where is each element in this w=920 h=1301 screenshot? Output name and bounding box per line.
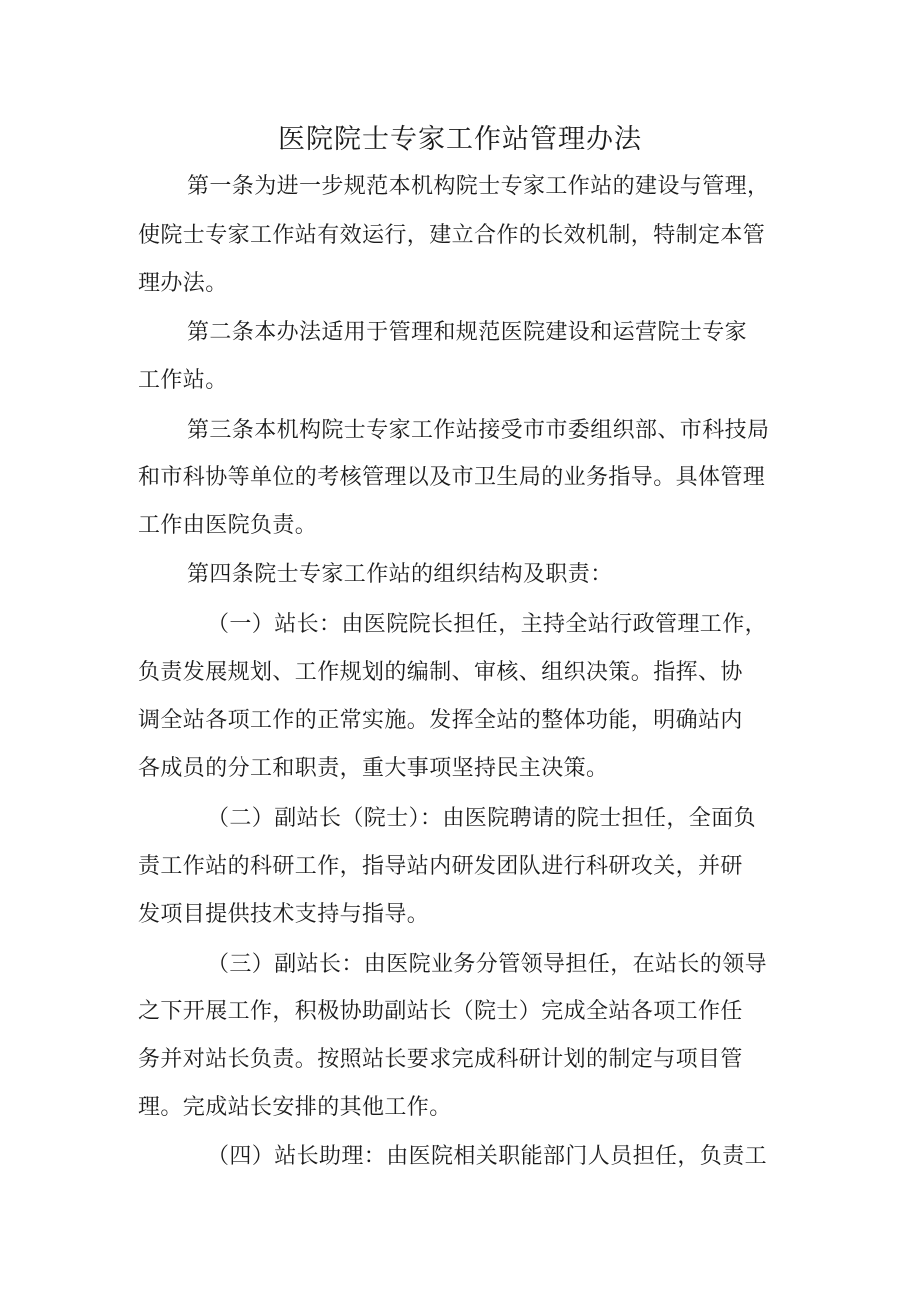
text-line: 之下开展工作，积极协助副站长（院士）完成全站各项工作任 [138, 999, 743, 1024]
text-line: 理。完成站长安排的其他工作。 [138, 1095, 452, 1120]
text-line: 调全站各项工作的正常实施。发挥全站的整体功能，明确站内 [138, 708, 743, 733]
text-line: 第一条为进一步规范本机构院士专家工作站的建设与管理， [187, 174, 770, 199]
text-line: 各成员的分工和职责，重大事项坚持民主决策。 [138, 756, 609, 781]
text-line: 使院士专家工作站有效运行，建立合作的长效机制，特制定本管 [138, 223, 766, 248]
text-line: 务并对站长负责。按照站长要求完成科研计划的制定与项目管 [138, 1047, 743, 1072]
text-line: 理办法。 [138, 271, 228, 296]
text-line: 工作站。 [138, 368, 228, 393]
text-line: （一）站长：由医院院长担任，主持全站行政管理工作， [207, 612, 768, 637]
text-line: 发项目提供技术支持与指导。 [138, 902, 430, 927]
text-line: （三）副站长：由医院业务分管领导担任，在站长的领导 [207, 952, 768, 977]
text-line: 第二条本办法适用于管理和规范医院建设和运营院士专家 [187, 320, 748, 345]
text-line: 责工作站的科研工作，指导站内研发团队进行科研攻关，并研 [138, 854, 743, 879]
text-line: （四）站长助理：由医院相关职能部门人员担任，负责工 [207, 1144, 768, 1169]
text-line: 和市科协等单位的考核管理以及市卫生局的业务指导。具体管理 [138, 465, 766, 490]
text-line: 第四条院士专家工作站的组织结构及职责： [187, 562, 613, 587]
text-line: （二）副站长（院士）：由医院聘请的院士担任，全面负 [207, 806, 757, 831]
document-title: 医院院士专家工作站管理办法 [278, 124, 642, 155]
text-line: 负责发展规划、工作规划的编制、审核、组织决策。指挥、协 [138, 660, 743, 685]
text-line: 第三条本机构院士专家工作站接受市市委组织部、市科技局 [187, 418, 770, 443]
text-line: 工作由医院负责。 [138, 513, 318, 538]
